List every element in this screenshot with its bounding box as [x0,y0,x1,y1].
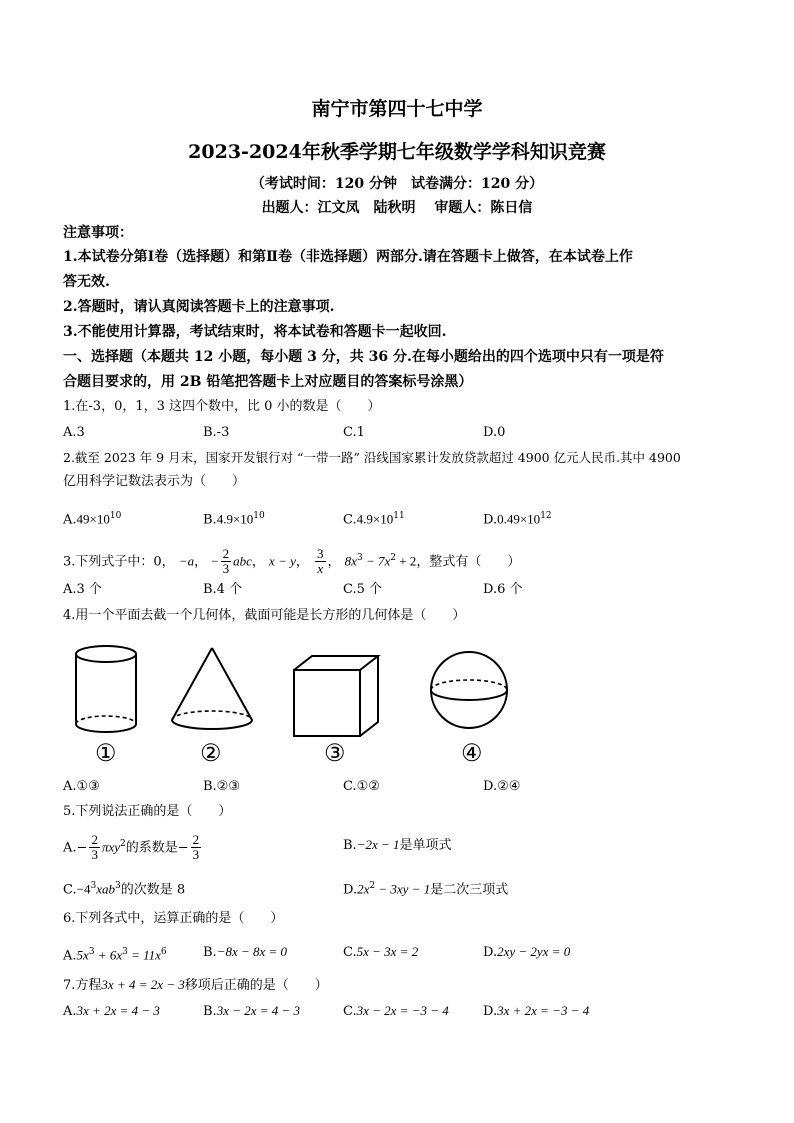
q5-option-a-exp: 2 [120,839,126,849]
question-2-stem-cont: 亿用科学记数法表示为（ ） [63,474,246,489]
q7-option-b-label: B. [203,1004,217,1019]
question-5-stem: 5.下列说法正确的是（ ） [63,804,232,819]
q5-option-a-num: 2 [91,832,98,848]
q3-option-b: B.4 个 [203,582,243,597]
q6-option-c [343,943,418,962]
q1-option-c: C.1 [343,425,365,440]
exam-authors: 出题人：江文凤 陆秋明 审题人：陈日信 [261,200,533,216]
q7-option-b [203,1002,300,1021]
q6-option-a [63,943,167,965]
q6-option-c-expr: 5x − 3x = 2 [356,944,419,959]
q6-option-d-expr: 2xy − 2yx = 0 [497,944,571,959]
cone-icon [166,644,258,736]
q7-option-a-label: A. [63,1004,77,1019]
q1-option-a: A.3 [63,425,85,440]
q3-term-4-num: 3 [317,546,324,562]
q6-option-a-label: A. [63,948,77,964]
shape-label-2: ② [200,739,222,767]
q5-option-c [63,877,185,899]
q5-option-a-label: A. [63,840,77,856]
q4-option-d: D.②④ [483,779,521,794]
q5-option-d-exp: 2 [369,881,376,891]
q5-option-d-text: 是二次三项式 [430,882,509,898]
q3-sep: ， [295,554,309,570]
shape-label-1: ① [95,739,117,767]
q3-term-3: x − y [269,553,296,569]
q3-option-c: C.5 个 [343,582,383,597]
q3-term-4-fraction [315,547,326,576]
q5-option-c-var: xab [96,881,115,897]
notice-item-1: 1.本试卷分第Ⅰ卷（选择题）和第Ⅱ卷（非选择题）两部分.请在答题卡上做答，在本试卷上作 [63,249,633,265]
q6-option-b [203,943,287,962]
q2-option-b-exp: 10 [253,511,265,521]
question-1-stem: 1.在-3，0，1，3 这四个数中，比 0 小的数是（ ） [63,399,381,414]
q7-stem-end: 移项后正确的是（ ） [184,978,328,993]
q1-option-b: B.-3 [203,425,230,440]
q2-option-d-base: 0.49×10 [497,511,541,527]
q5-option-b-expr: −2x − 1 [356,837,400,852]
q5-option-a-fraction [89,833,100,862]
q2-option-c-exp: 11 [393,511,405,521]
question-4-stem: 4.用一个平面去截一个几何体，截面可能是长方形的几何体是（ ） [63,608,466,623]
q5-option-c-label: C. [63,882,77,898]
q3-sep: ， [251,554,265,570]
q3-option-a: A.3 个 [63,582,102,597]
q7-option-a-expr: 3x + 2x = 4 − 3 [76,1003,160,1018]
shape-label-3: ③ [324,739,346,767]
q7-stem-start: 7.方程 [63,978,102,993]
q7-option-d-expr: 3x + 2x = −3 − 4 [497,1003,590,1018]
q2-option-a-exp: 10 [109,511,122,521]
q2-option-b-base: 4.9×10 [216,511,254,527]
q3-term-2-var: abc [233,553,252,569]
q5-option-a-fraction-2 [191,833,202,862]
q3-term-2-den: 3 [222,561,230,577]
q6-option-a-e1: 3 [88,947,95,957]
q3-term-5-a-exp: 3 [356,553,363,563]
q2-option-d-label: D. [483,512,498,528]
cylinder-icon [70,644,142,736]
q4-option-c: C.①② [343,779,380,794]
q5-option-a-var: πxy [101,839,120,855]
exam-info: （考试时间：120 分钟 试卷满分：120 分） [250,176,544,192]
q7-option-c-expr: 3x − 2x = −3 − 4 [356,1003,449,1018]
q3-term-5-c: + 2 [395,553,417,569]
q6-option-d [483,943,570,962]
section-heading-cont: 合题目要求的，用 2B 铅笔把答题卡上对应题目的答案标号涂黑） [63,374,473,390]
q2-option-c [343,507,405,529]
q7-option-d [483,1002,589,1021]
question-2-stem: 2.截至 2023 年 9 月末，国家开发银行对 “一带一路” 沿线国家累计发放贷款超过 4900 亿元人民币.其中 4900 [63,450,681,465]
q2-option-a-base: 49×10 [76,511,110,527]
question-7-stem [63,976,328,995]
q7-option-b-expr: 3x − 2x = 4 − 3 [216,1003,301,1018]
q5-option-c-text: 的次数是 8 [120,882,186,898]
q2-option-b [203,507,265,529]
q6-option-a-1: 5x [76,947,89,963]
q3-term-1: −a [178,553,195,569]
q5-option-c-exp1: 3 [90,881,97,891]
q3-sep: ， [327,554,341,570]
q6-option-b-expr: −8x − 8x = 0 [216,944,288,959]
q5-option-b [343,836,452,855]
q3-term-5-b: − 7x [362,553,391,569]
q2-option-c-base: 4.9×10 [356,511,394,527]
q2-option-a-label: A. [63,512,77,528]
q5-option-a-den2: 3 [192,847,200,863]
q3-term-5-b-exp: 2 [390,553,396,563]
q5-option-b-text: 是单项式 [399,838,452,853]
q7-stem-expr: 3x + 4 = 2x − 3 [101,977,185,992]
q3-term-2-num: 2 [222,546,230,562]
q3-term-2-fraction [221,547,232,576]
notice-heading: 注意事项： [63,225,133,241]
q6-option-c-label: C. [343,945,357,960]
q6-option-a-e2: 3 [122,947,128,957]
q6-option-a-3: = 11x [127,947,161,963]
q5-option-a-num2: 2 [192,832,200,848]
q5-option-c-base: −4 [76,881,91,897]
q3-term-2-neg: − [211,553,219,569]
q1-option-d: D.0 [483,425,506,440]
q2-option-a [63,507,121,529]
q5-option-d-b: − 3xy − 1 [375,881,431,897]
notice-item-2: 2.答题时，请认真阅读答题卡上的注意事项. [63,299,335,315]
q3-sep: ， [194,554,208,570]
question-3-stem [63,540,520,580]
q7-option-d-label: D. [483,1004,498,1019]
shape-label-4: ④ [461,739,483,767]
q3-stem-start: 3.下列式子中：0， [63,554,175,570]
notice-item-1-cont: 答无效. [63,274,110,290]
exam-title: 2023-2024年秋季学期七年级数学学科知识竞赛 [188,141,606,163]
q4-option-a: A.①③ [63,779,100,794]
q6-option-a-2: + 6x [94,947,123,963]
section-heading: 一、选择题（本题共 12 小题，每小题 3 分，共 36 分.在每小题给出的四个选项中只有一项是符 [63,349,664,365]
q2-option-c-label: C. [343,512,357,528]
q2-option-b-label: B. [203,512,217,528]
q3-term-5-a: 8x [344,553,357,569]
q3-option-d: D.6 个 [483,582,523,597]
q6-option-b-label: B. [203,945,217,960]
sphere-icon [426,646,512,734]
q5-option-a-neg2: − [177,840,189,856]
q7-option-a [63,1002,160,1021]
q5-option-d [343,877,508,899]
q2-option-d-exp: 12 [540,511,552,521]
q6-option-d-label: D. [483,945,498,960]
cube-icon [290,652,386,740]
school-name: 南宁市第四十七中学 [311,98,483,120]
q6-option-a-e3: 6 [160,947,167,957]
notice-item-3: 3.不能使用计算器，考试结束时，将本试卷和答题卡一起收回. [63,324,447,340]
q5-option-a-den: 3 [91,847,98,863]
q3-term-4-den: x [317,561,324,577]
q5-option-c-exp2: 3 [114,881,121,891]
q2-option-d [483,507,552,529]
q3-stem-end: ，整式有（ ） [416,554,521,570]
q5-option-d-a: 2x [357,881,370,897]
q5-option-d-label: D. [343,882,358,898]
q7-option-c-label: C. [343,1004,357,1019]
q5-option-a-neg: − [76,840,88,856]
q4-option-b: B.②③ [203,779,240,794]
question-6-stem: 6.下列各式中，运算正确的是（ ） [63,911,284,926]
q5-option-a-mid: 的系数是 [125,840,178,856]
q5-option-a [63,826,203,866]
q5-option-b-label: B. [343,838,357,853]
q7-option-c [343,1002,449,1021]
